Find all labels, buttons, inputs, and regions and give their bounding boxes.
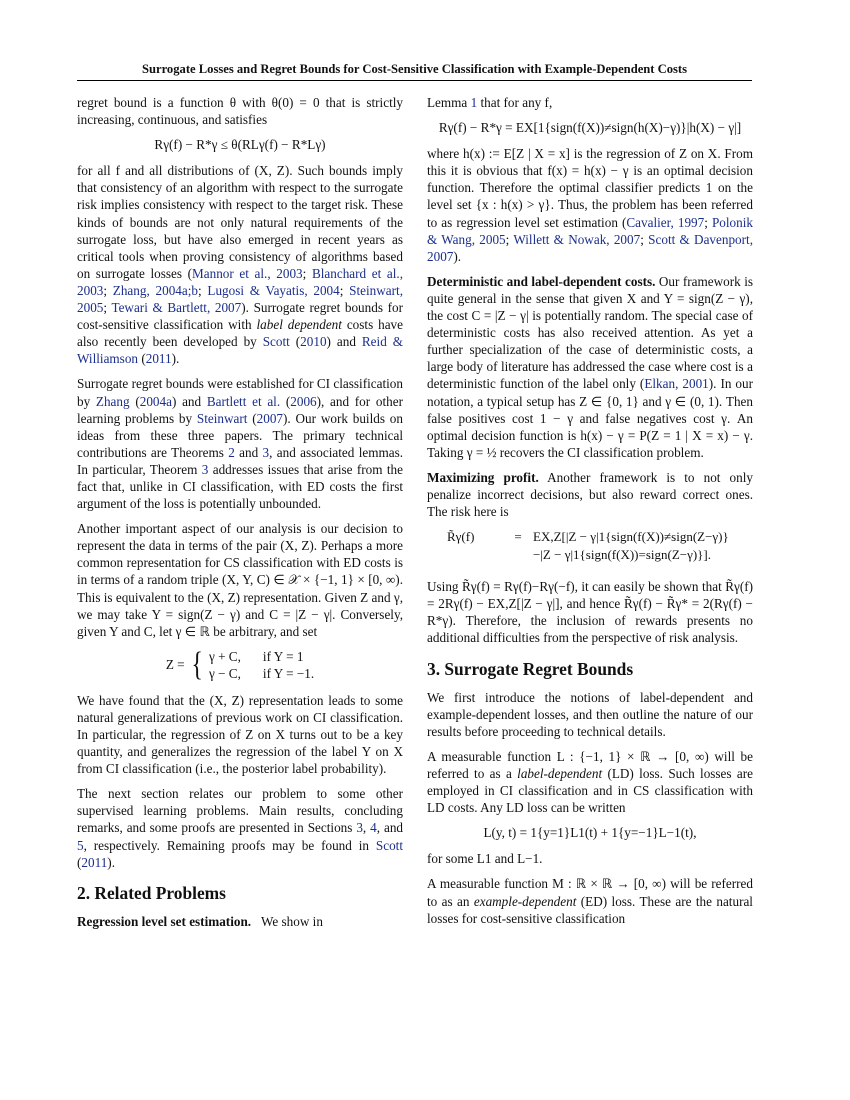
citation-link[interactable]: Polonik & Wang, 2005 — [427, 214, 753, 247]
paragraph: The next section relates our problem to some other supervised learning problems. Main results, concluding remarks, and some proofs are presented in Sections 3, 4, and 5, respectively. Remaining proofs may be found in Scott (2011). — [77, 786, 404, 870]
lemma-ref-link[interactable]: 1 — [470, 95, 478, 110]
citation-link[interactable]: Scott — [262, 334, 290, 350]
equation-regret-bound: Rγ(f) − R*γ ≤ θ(RLγ(f) − R*Lγ) — [154, 137, 326, 153]
citation-link[interactable]: Blanchard et al., 2003 — [77, 265, 403, 298]
theorem-ref-link[interactable]: 2 — [228, 444, 235, 460]
paragraph: Maximizing profit. Another framework is to not only penalize incorrect decisions, but also reward correct ones. The risk here is — [427, 469, 754, 520]
right-column — [427, 94, 753, 935]
citation-link[interactable]: Steinwart — [196, 410, 248, 426]
citation-link[interactable]: Zhang, 2004a;b — [112, 282, 198, 298]
theorem-ref-link[interactable]: 3 — [262, 444, 270, 460]
equation-cases — [77, 645, 403, 683]
eq-sign: = — [514, 529, 522, 545]
eq-rhs-line: EX,Z[|Z − γ|1{sign(f(X))≠sign(Z−γ)} — [533, 529, 729, 545]
paragraph: A measurable function M : ℝ × ℝ → [0, ∞) will be referred to as an example-dependent (ED) loss. These are the natural losses for cost-sensitive classification — [427, 876, 753, 926]
section-heading: 2. Related Problems — [77, 882, 226, 903]
paragraph: Using R̃γ(f) = Rγ(f)−Rγ(−f), it can easily be shown that R̃γ(f) = 2Rγ(f) − EX,Z[|Z − γ|], and hence R̃γ(f) − R̃γ* = 2(Rγ(f) − R*γ). Therefore, the inclusion of rewards presents no additional difficulties from the perspective of risk analysis. — [427, 579, 753, 646]
section-ref-link[interactable]: 3 — [356, 820, 363, 836]
section-heading: 3. Surrogate Regret Bounds — [427, 658, 634, 679]
paragraph: Regression level set estimation. We show in — [77, 913, 323, 929]
citation-year-link[interactable]: 2011 — [81, 854, 108, 870]
citation-link[interactable]: Cavalier, 1997 — [626, 214, 705, 230]
case-expr: γ − C, — [208, 665, 241, 681]
citation-link[interactable]: Scott — [375, 837, 403, 853]
citation-year-link[interactable]: 2007 — [256, 410, 284, 426]
citation-link[interactable]: Steinwart, 2005 — [77, 282, 403, 316]
citation-link[interactable]: Elkan, 2001 — [644, 376, 709, 392]
eq-lhs: R̃γ(f) — [447, 529, 475, 545]
case-cond: if Y = 1 — [262, 648, 304, 664]
citation-link[interactable]: Bartlett et al. — [206, 393, 281, 409]
run-in-heading: Regression level set estimation. — [77, 913, 252, 929]
equation-ld-loss: L(y, t) = 1{y=1}L1(t) + 1{y=−1}L−1(t), — [483, 825, 697, 841]
section-ref-link[interactable]: 4 — [370, 820, 377, 836]
paragraph: Lemma 1 that for any f, — [427, 95, 553, 110]
eq-rhs-line: −|Z − γ|1{sign(f(X))=sign(Z−γ)}]. — [533, 547, 711, 563]
left-brace: { — [191, 645, 203, 683]
citation-link[interactable]: Scott & Davenport, 2007 — [427, 231, 753, 264]
equation-profit-risk — [447, 528, 753, 564]
case-cond: if Y = −1. — [262, 665, 315, 681]
theorem-ref-link[interactable]: 3 — [201, 461, 209, 477]
citation-year-link[interactable]: 2011 — [145, 351, 172, 367]
citation-link[interactable]: Tewari & Bartlett, 2007 — [111, 300, 242, 316]
run-in-heading: Maximizing profit. — [427, 469, 539, 485]
citation-link[interactable]: Reid & Williamson — [77, 334, 403, 367]
citation-link[interactable]: Mannor et al., 2003 — [192, 265, 303, 281]
citation-link[interactable]: Zhang — [95, 393, 130, 409]
paragraph: for all f and all distributions of (X, Z). Such bounds imply that consistency of an algorithm with respect to the surrogate risk implies consistency with respect to the target risk. These kinds of bounds are not only natural requirements of the surrogate loss, but have also emerged in recent years as critical tools when proving consistency of algorithms based on surrogate losses (Mannor et al., 2003; Blanchard et al., 2003; Zhang, 2004a;b; Lugosi & Vayatis, 2004; Steinwart, 2005; Tewari & Bartlett, 2007). Surrogate regret bounds for cost-sensitive classification with label dependent costs have also recently been developed by Scott (2010) and Reid & Williamson (2011). — [77, 163, 403, 367]
paragraph: We first introduce the notions of label-dependent and example-dependent losses, and then outline the nature of our results before proceeding to technical details. — [427, 689, 753, 739]
citation-year-link[interactable]: 2004a — [139, 393, 172, 409]
paragraph: Another important aspect of our analysis is our decision to represent the data in terms of the pair (X, Z). Perhaps a more common representation for CS classification with ED costs is in terms of a random triple (X, Y, C) ∈ 𝒳 × {−1, 1} × [0, ∞). This is equivalent to the (X, Z) representation. Given Z and γ, we may take Y = sign(Z − γ) and C = |Z − γ|. Conversely, given Y and C, let γ ∈ ℝ be arbitrary, and set — [77, 521, 403, 639]
citation-year-link[interactable]: 2010 — [300, 334, 327, 350]
cases-lhs: Z = — [165, 657, 185, 673]
left-column — [77, 94, 403, 938]
equation-excess-risk: Rγ(f) − R*γ = EX[1{sign(f(X))≠sign(h(X)−γ)}|h(X) − γ|] — [438, 120, 742, 136]
paragraph: regret bound is a function θ with θ(0) = 0 that is strictly increasing, continuous, and satisfies — [77, 95, 403, 128]
citation-year-link[interactable]: 2006 — [290, 393, 317, 409]
run-in-heading: Deterministic and label-dependent costs. — [427, 273, 656, 289]
citation-link[interactable]: Lugosi & Vayatis, 2004 — [207, 282, 340, 298]
case-expr: γ + C, — [208, 648, 241, 664]
paragraph: We have found that the (X, Z) representation leads to some natural generalizations of previous work on CI classification. In particular, the regression of Z on X turns out to be a key quantity, and generalizes the regression of the label Y on X from CI classification (i.e., the posterior label probability). — [77, 692, 403, 777]
paragraph: A measurable function L : {−1, 1} × ℝ → [0, ∞) will be referred to as a label-dependent (LD) loss. Such losses are employed in CI classification and in CS classification with LD costs. Any LD loss can be written — [427, 748, 753, 816]
citation-link[interactable]: Willett & Nowak, 2007 — [513, 231, 641, 247]
paragraph: where h(x) := E[Z | X = x] is the regression of Z on X. From this it is obvious that f(x) = h(x) − γ is an optimal decision function. Therefore the optimal classifier predicts 1 on the level set {x : h(x) > γ}. Thus, the problem has been referred to as regression level set estimation (Cavalier, 1997; Polonik & Wang, 2005; Willett & Nowak, 2007; Scott & Davenport, 2007). — [427, 146, 753, 264]
paragraph: Deterministic and label-dependent costs. Our framework is quite general in the sense that given X and Y = sign(Z − γ), the cost C = |Z − γ| is potentially random. The special case of deterministic costs has also received attention. As yet a further specialization of the case of deterministic costs, a large body of literature has addressed the case where cost is a deterministic function of the label only (Elkan, 2001). In our notation, a typical setup has Z ∈ {0, 1} and γ ∈ (0, 1). Then false positives cost 1 − γ and false negatives cost γ. An optimal decision function is h(x) − γ = P(Z = 1 | X = x) − γ. Taking γ = ½ recovers the CI classification problem. — [427, 273, 754, 460]
section-ref-link[interactable]: 5 — [77, 837, 84, 853]
paragraph: for some L1 and L−1. — [427, 851, 543, 867]
running-header: Surrogate Losses and Regret Bounds for Cost-Sensitive Classification with Example-Dependent Costs — [77, 62, 752, 81]
paragraph: Surrogate regret bounds were established for CI classification by Zhang (2004a) and Bartlett et al. (2006), and for other learning problems by Steinwart (2007). Our work builds on ideas from these three papers. The primary technical contributions are Theorems 2 and 3, and associated lemmas. In particular, Theorem 3 addresses issues that arise from the fact that, unlike in CI classification, with ED costs the first argument of the loss is potentially unbounded. — [77, 376, 404, 512]
